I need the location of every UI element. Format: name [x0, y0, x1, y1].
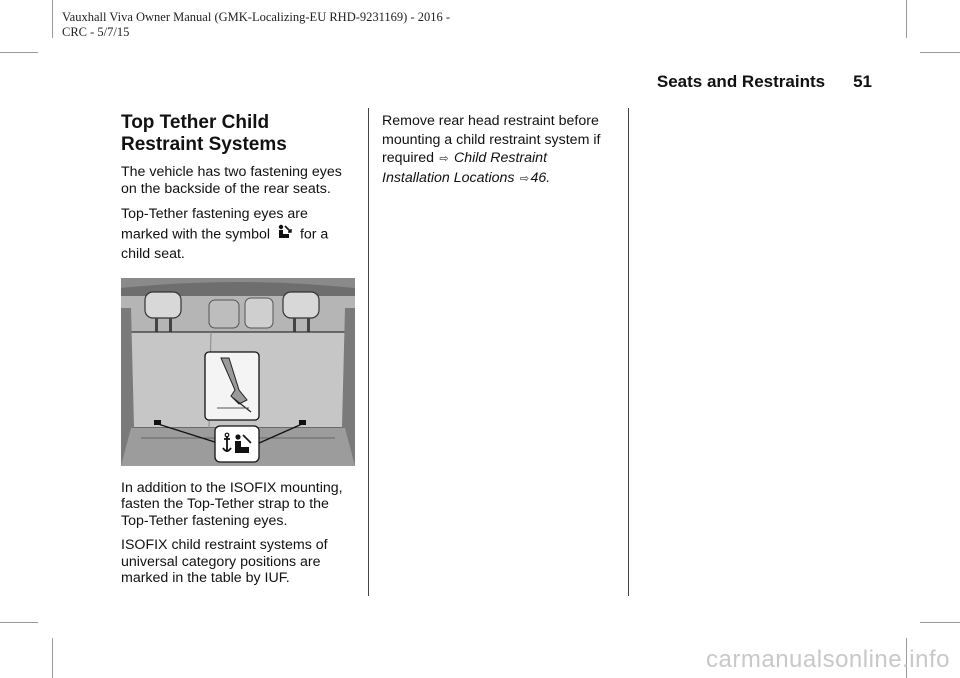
cross-reference-arrow-icon: ⇨	[519, 172, 530, 185]
paragraph	[121, 205, 357, 264]
heading-line: Top Tether Child	[121, 112, 270, 133]
heading-line: Restraint Systems	[121, 134, 287, 155]
paragraph	[382, 112, 618, 188]
cross-reference-page[interactable]: 46.	[530, 169, 551, 186]
section-title: Seats and Restraints	[656, 72, 826, 91]
cross-reference-link[interactable]: Child Restraint Installation Locations	[382, 150, 548, 186]
document-header-line: Vauxhall Viva Owner Manual (GMK-Localizing-EU RHD-9231169) - 2016 -	[62, 10, 451, 24]
crop-mark	[920, 52, 960, 53]
crop-mark	[52, 638, 53, 678]
right-column	[382, 112, 618, 196]
column-divider	[628, 108, 629, 596]
crop-mark	[920, 622, 960, 623]
crop-mark	[52, 0, 53, 38]
paragraph-text: Remove rear head restraint before mounting a child restraint system if required	[382, 113, 601, 166]
left-column	[121, 112, 357, 595]
paragraph: In addition to the ISOFIX mounting, fasten the Top-Tether strap to the Top-Tether fastening eyes.	[121, 479, 343, 529]
watermark: carmanualsonline.info	[706, 646, 950, 673]
crop-mark	[0, 622, 38, 623]
paragraph: ISOFIX child restraint systems of universal category positions are marked in the table by IUF.	[121, 537, 328, 586]
page-number: 51	[853, 72, 872, 91]
crop-mark	[906, 0, 907, 38]
rear-seat-illustration	[121, 278, 355, 466]
paragraph-text: Top-Tether fastening eyes are marked with the symbol	[121, 206, 308, 242]
child-seat-tether-icon	[277, 224, 293, 246]
document-header	[62, 10, 450, 40]
document-header-line: CRC - 5/7/15	[62, 25, 130, 39]
crop-mark	[0, 52, 38, 53]
paragraph: The vehicle has two fastening eyes on the backside of the rear seats.	[121, 164, 342, 197]
section-heading	[121, 112, 357, 156]
column-divider	[368, 108, 369, 596]
cross-reference-arrow-icon: ⇨	[439, 153, 449, 165]
running-head	[657, 72, 872, 92]
paragraph-text: for a child seat.	[121, 226, 329, 262]
